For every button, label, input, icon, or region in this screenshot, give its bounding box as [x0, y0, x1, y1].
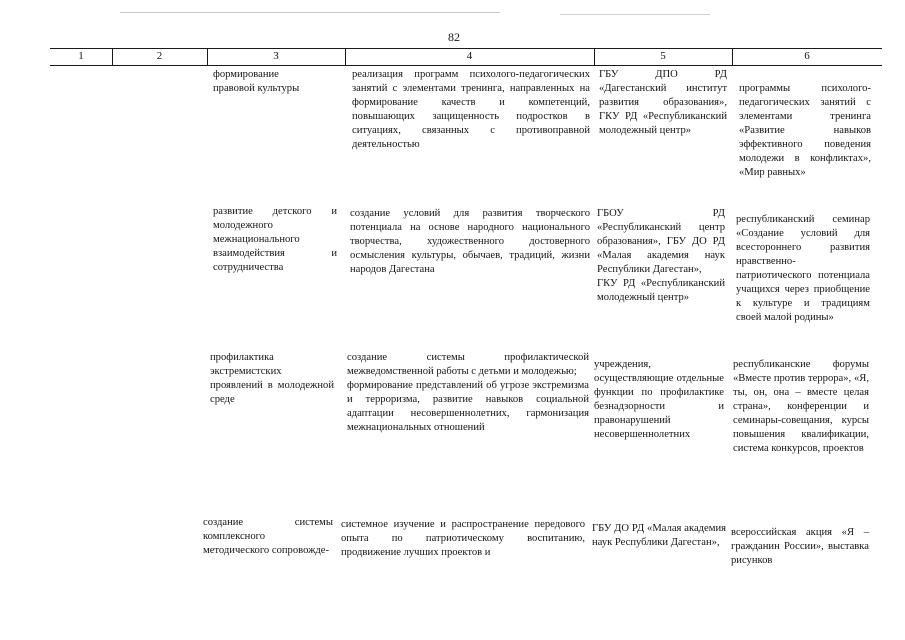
column-number-1: 1: [78, 50, 84, 62]
scan-artifact-line: [120, 12, 500, 13]
column-number-4: 4: [466, 50, 473, 62]
row-3-executor: учреждения, осуществляющие отдельные функции по профилактике безнадзорности и правонарушений несовершеннолетних: [594, 359, 724, 440]
column-number-3: 3: [273, 50, 279, 62]
row-3-direction: профилактика экстремистских проявлений в молодежной среде: [210, 352, 334, 405]
table-top-rule: [50, 48, 882, 49]
column-number-5: 5: [660, 50, 666, 62]
row-1-content: реализация программ психолого-педагогических занятий с элементами тренинга, направленных на формирование качеств и компетенций, повышающих защищенность подростков в ситуациях, связанных с противоправной деятельностью: [352, 69, 590, 150]
row-1-executor: ГБУ ДПО РД «Дагестанский институт развития образования», ГКУ РД «Республиканский молодежный центр»: [599, 69, 727, 136]
row-2-direction: развитие детского и молодежного межнационального взаимодействия и сотрудничества: [213, 206, 337, 273]
column-number-2: 2: [156, 50, 163, 62]
row-4-content: системное изучение и распространение передового опыта по патриотическому воспитанию, продвижение лучших проектов и: [341, 519, 585, 558]
scan-artifact-line-2: [560, 14, 710, 15]
row-1-form: программы психолого-педагогических занятий с элементами тренинга «Развитие навыков эффективного поведения молодежи в конфликтах», «Мир равных»: [739, 83, 871, 178]
page-number: 82: [448, 30, 460, 44]
row-1-direction: формирование правовой культуры: [213, 69, 300, 94]
row-3-form: республиканские форумы «Вместе против террора», «Я, ты, он, она – вместе целая страна», конференции и семинары-совещания, курсы повышения квалификации, система конкурсов, проектов: [733, 359, 869, 454]
row-2-executor: ГБОУ РД «Республиканский центр образования», ГБУ ДО РД «Малая академия наук Республики Дагестан», ГКУ РД «Республиканский молодежный центр»: [597, 208, 725, 303]
row-3-content: создание системы профилактической межведомственной работы с детьми и молодежью; формирование представлений об угрозе экстремизма и терроризма, развитие навыков социальной адаптации несовершеннолетних, гармонизация межнациональных отношений: [347, 352, 589, 433]
row-4-executor: ГБУ ДО РД «Малая академия наук Республики Дагестан»,: [592, 523, 726, 548]
row-4-direction: создание системы комплексного методического сопровожде-: [203, 517, 333, 556]
column-number-6: 6: [804, 50, 810, 62]
row-2-form: республиканский семинар «Создание условий для всестороннего развития нравственно-патриотического потенциала учащихся через приобщение к культуре и традициям своей малой родины»: [736, 214, 870, 323]
row-4-form: всероссийская акция «Я – гражданин России», выставка рисунков: [731, 527, 869, 566]
row-2-content: создание условий для развития творческого потенциала на основе народного национального творчества, художественного достоверного осмысления культуры, обычаев, традиций, жизни народов Дагестана: [350, 208, 590, 275]
table-header-bottom-rule: [50, 65, 882, 66]
